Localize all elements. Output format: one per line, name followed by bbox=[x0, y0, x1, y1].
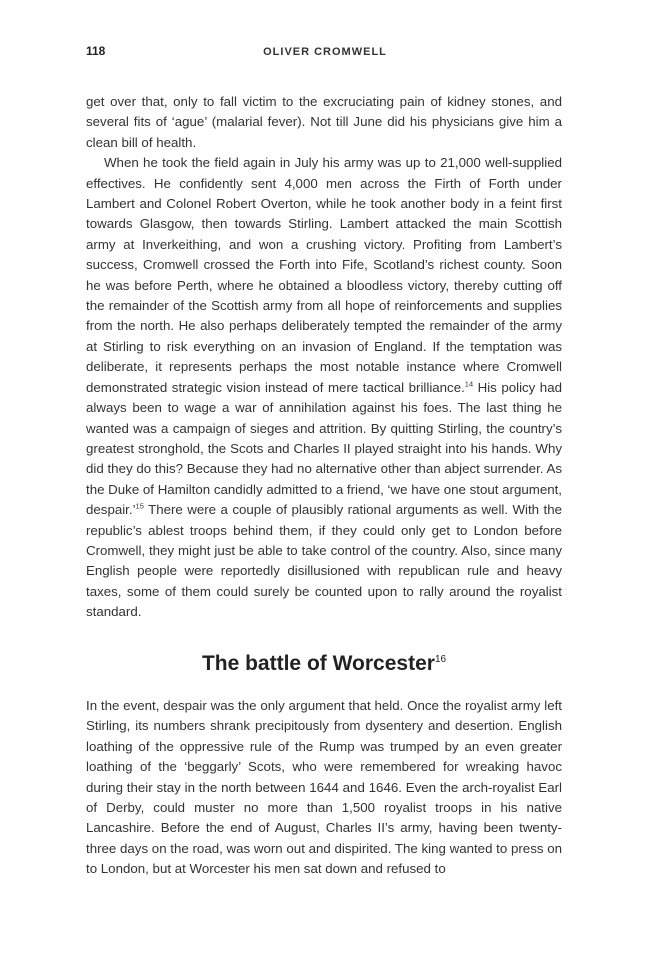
page-header bbox=[86, 44, 564, 64]
paragraph: In the event, despair was the only argument that held. Once the royalist army left Stirling, its numbers shrank precipitously from dysentery and desertion. English loathing of the oppressive rule of the Rump was trumped by an even greater loathing of the ‘beggarly’ Scots, who were remembered for wreaking havoc during their stay in the north between 1644 and 1646. Even the arch-royalist Earl of Derby, could muster no more than 1,500 royalist troops in his native Lancashire. Before the end of August, Charles II’s army, having been twenty-three days on the road, was worn out and dispirited. The king wanted to press on to London, but at Worcester his men sat down and refused to bbox=[86, 698, 562, 877]
body-text-section bbox=[86, 92, 562, 623]
footnote-marker: 16 bbox=[434, 654, 447, 665]
section-heading-text: The battle of Worcester bbox=[201, 652, 435, 675]
paragraph bbox=[86, 153, 562, 622]
running-head: OLIVER CROMWELL bbox=[263, 46, 387, 58]
paragraph: get over that, only to fall victim to the excruciating pain of kidney stones, and several fits of ‘ague’ (malarial fever). Not till June did his physicians give him a clean bill of health. bbox=[86, 94, 562, 150]
paragraph-text: There were a couple of plausibly rational arguments as well. With the republic’s ablest troops behind them, if they could only get to London before Cromwell, they might just be able to take control of the country. Also, since many English people were reportedly disillusioned with republican rule and heavy taxes, some of them could surely be counted upon to rally around the royalist standard. bbox=[86, 502, 562, 620]
section-heading bbox=[86, 652, 562, 676]
paragraph-text: When he took the field again in July his army was up to 21,000 well-supplied effectives. He confidently sent 4,000 men across the Firth of Forth under Lambert and Colonel Robert Overton, while he took another body in a feint first towards Glasgow, then towards Stirling. Lambert attacked the main Scottish army at Inverkeithing, and won a crushing victory. Profiting from Lambert’s success, Cromwell crossed the Forth into Fife, Scotland’s richest county. Soon he was before Perth, where he obtained a bloodless victory, thereby cutting off the remainder of the Scottish army from all hope of reinforcements and supplies from the north. He also perhaps deliberately tempted the remainder of the army at Stirling to risk everything on an invasion of England. If the temptation was deliberate, it represents perhaps the most notable instance where Cromwell demonstrated strategic vision instead of mere tactical brilliance. bbox=[86, 155, 562, 395]
paragraph-text: His policy had always been to wage a war of annihilation against his foes. The last thing he wanted was a campaign of sieges and attrition. By quitting Stirling, the country’s greatest stronghold, the Scots and Charles II played straight into his hands. Why did they do this? Because they had no alternative other than abject surrender. As the Duke of Hamilton candidly admitted to a friend, ‘we have one stout argument, despair.’ bbox=[86, 379, 563, 518]
page-number: 118 bbox=[86, 44, 106, 58]
body-text-section bbox=[86, 696, 562, 880]
footnote-marker: 14 bbox=[464, 379, 474, 389]
footnote-marker: 15 bbox=[135, 501, 144, 511]
